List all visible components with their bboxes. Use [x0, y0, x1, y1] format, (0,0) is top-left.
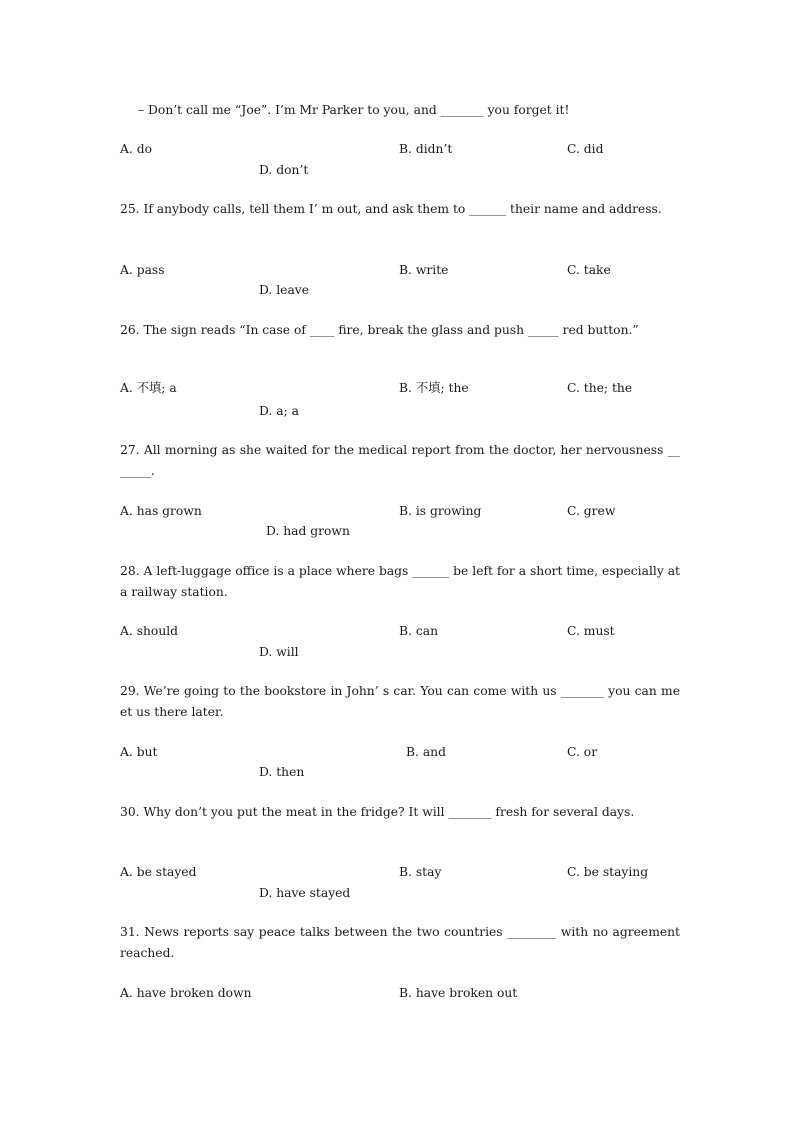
q30-option-c: C. be staying	[567, 865, 649, 879]
q24-option-a: A. do	[120, 142, 152, 156]
question-28-stem: 28. A left-luggage office is a place where bags ______ be left for a short time, especially at a railway station.	[120, 564, 680, 599]
question-25-stem: 25. If anybody calls, tell them I’ m out, and ask them to ______ their name and address.	[120, 202, 662, 216]
q28-option-c: C. must	[567, 624, 615, 638]
q24-option-d: D. don’t	[259, 163, 309, 177]
q25-option-d: D. leave	[259, 283, 310, 297]
q26-option-c: C. the; the	[567, 381, 633, 395]
q27-option-a: A. has grown	[120, 504, 202, 518]
question-24-stem: – Don’t call me “Joe”. I’m Mr Parker to you, and _______ you forget it!	[138, 103, 570, 117]
q28-option-d: D. will	[259, 645, 299, 659]
q25-option-b: B. write	[399, 263, 449, 277]
q24-option-b: B. didn’t	[399, 142, 453, 156]
q26-option-d: D. a; a	[259, 404, 299, 418]
q27-option-d: D. had grown	[266, 524, 350, 538]
q26-option-b: B. 不填; the	[399, 381, 469, 395]
q28-option-a: A. should	[120, 624, 179, 638]
q25-option-c: C. take	[567, 263, 611, 277]
q26-option-a: A. 不填; a	[120, 381, 177, 395]
question-29-stem: 29. We’re going to the bookstore in John’ s car. You can come with us _______ you can meet us there later.	[120, 684, 680, 719]
question-31-stem: 31. News reports say peace talks between the two countries ________ with no agreement reached.	[120, 925, 680, 960]
question-26-stem: 26. The sign reads “In case of ____ fire, break the glass and push _____ red button.”	[120, 323, 639, 337]
q30-option-b: B. stay	[399, 865, 442, 879]
q31-option-a: A. have broken down	[120, 986, 252, 1000]
q28-option-b: B. can	[399, 624, 438, 638]
q29-option-a: A. but	[120, 745, 158, 759]
q24-option-c: C. did	[567, 142, 604, 156]
q30-option-d: D. have stayed	[259, 886, 351, 900]
q29-option-c: C. or	[567, 745, 598, 759]
question-27-stem: 27. All morning as she waited for the medical report from the doctor, her nervousness _______.	[120, 443, 680, 478]
question-30-stem: 30. Why don’t you put the meat in the fridge? It will _______ fresh for several days.	[120, 805, 635, 819]
q27-option-b: B. is growing	[399, 504, 482, 518]
q29-option-b: B. and	[406, 745, 446, 759]
q27-option-c: C. grew	[567, 504, 616, 518]
q29-option-d: D. then	[259, 765, 305, 779]
q30-option-a: A. be stayed	[120, 865, 197, 879]
q25-option-a: A. pass	[120, 263, 165, 277]
q31-option-b: B. have broken out	[399, 986, 518, 1000]
